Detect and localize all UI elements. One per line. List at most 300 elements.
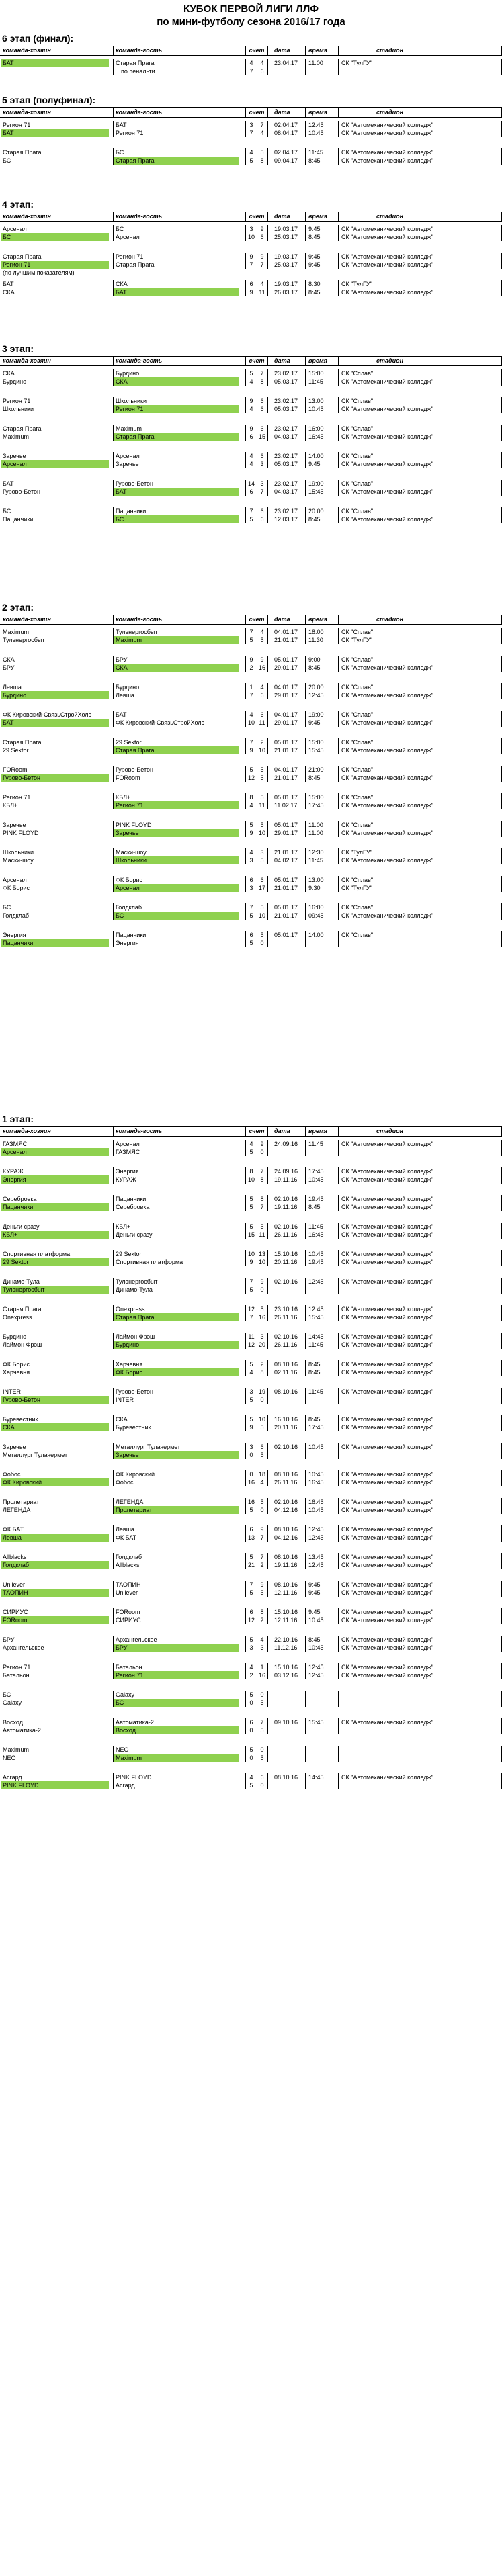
table-row	[0, 1726, 502, 1734]
home-team: БС	[3, 508, 11, 515]
header-divider	[113, 356, 114, 365]
home-team: Спортивная платформа	[3, 1251, 71, 1257]
table-row	[0, 1313, 502, 1321]
match-date: 08.10.16	[274, 1471, 298, 1478]
column-divider	[305, 1553, 306, 1569]
column-divider	[245, 1718, 246, 1734]
guest-team: Лаймон Фрэш	[116, 1333, 155, 1340]
match-time: 10:45	[308, 1644, 324, 1651]
home-team: Арсенал	[3, 226, 27, 232]
table-row	[0, 452, 502, 460]
table-row	[0, 1608, 502, 1616]
table-row	[0, 848, 502, 856]
score-home: 8	[249, 794, 253, 801]
match-time: 19:45	[308, 1259, 324, 1265]
header-divider	[267, 212, 268, 221]
score-guest: 5	[260, 1223, 264, 1230]
match-date: 12.11.16	[274, 1589, 298, 1596]
score-guest: 5	[260, 637, 264, 643]
match-date: 03.12.16	[274, 1672, 298, 1679]
home-team: Бурдино	[3, 1333, 27, 1340]
column-divider	[267, 876, 268, 892]
table-row	[0, 67, 502, 75]
column-divider	[113, 397, 114, 413]
match-venue: СК "Автомеханический колледж"	[341, 122, 433, 128]
header-home: команда-хозяин	[3, 47, 51, 54]
score-guest: 5	[260, 904, 264, 911]
column-divider	[113, 1663, 114, 1679]
score-home: 1	[249, 684, 253, 691]
column-divider	[245, 1773, 246, 1789]
match-date: 08.10.16	[274, 1526, 298, 1533]
match-venue: СК "Автомеханический колледж"	[341, 1499, 433, 1505]
column-divider	[338, 1636, 339, 1652]
score-guest: 7	[260, 370, 264, 377]
match-time: 8:45	[308, 1204, 321, 1210]
score-guest: 4	[260, 1636, 264, 1643]
header-home: команда-хозяин	[3, 109, 51, 116]
table-row	[0, 939, 502, 947]
table-row	[0, 1333, 502, 1341]
column-divider	[338, 1305, 339, 1321]
match-date: 05.01.17	[274, 821, 298, 828]
match-time: 9:45	[308, 461, 321, 468]
match-date: 05.01.17	[274, 904, 298, 911]
match-venue: СК "Автомеханический колледж"	[341, 1444, 433, 1450]
match-time: 10:45	[308, 1251, 324, 1257]
match-time: 8:45	[308, 1636, 321, 1643]
column-divider	[113, 1250, 114, 1266]
guest-team: ЛЕГЕНДА	[116, 1499, 144, 1505]
home-team: БС	[1, 233, 109, 241]
header-guest: команда-гость	[116, 357, 163, 364]
score-guest: 9	[260, 656, 264, 663]
table-row	[0, 664, 502, 672]
match-venue: СК "Автомеханический колледж"	[341, 378, 433, 385]
match-venue: СК "ТулГУ"	[341, 885, 372, 891]
home-team: Автоматика-2	[3, 1727, 41, 1734]
match-time: 13:45	[308, 1554, 324, 1560]
home-team: Пацанчики	[1, 1203, 109, 1211]
guest-team: СКА	[116, 1416, 128, 1423]
column-divider	[305, 397, 306, 413]
match-venue: СК "Автомеханический колледж"	[341, 1664, 433, 1671]
table-row	[0, 369, 502, 377]
score-home: 6	[249, 877, 253, 883]
table-row	[0, 801, 502, 809]
match-time: 20:00	[308, 684, 324, 691]
score-home: 12	[247, 1341, 255, 1348]
column-divider	[113, 1140, 114, 1156]
match-date: 15.10.16	[274, 1609, 298, 1615]
match-date: 23.02.17	[274, 508, 298, 515]
table-row	[0, 1671, 502, 1679]
score-home: 5	[249, 1204, 253, 1210]
home-team: БС	[3, 904, 11, 911]
match-venue: СК "Автомеханический колледж"	[341, 1231, 433, 1238]
score-guest: 6	[260, 508, 264, 515]
score-guest: 6	[260, 406, 264, 412]
stage-title: 1 этап:	[2, 1114, 34, 1124]
guest-team: Гурово-Бетон	[116, 480, 153, 487]
score-home: 4	[249, 149, 253, 156]
score-guest: 6	[260, 1774, 264, 1781]
guest-team: Левша	[116, 1526, 134, 1533]
column-divider	[305, 1443, 306, 1459]
header-divider	[113, 107, 114, 117]
match-venue: СК "Сплав"	[341, 453, 374, 459]
score-guest: 0	[260, 1286, 264, 1293]
home-team: Регион 71	[3, 398, 31, 404]
column-divider	[267, 738, 268, 754]
column-divider	[305, 1195, 306, 1211]
column-divider	[338, 683, 339, 699]
match-venue: СК "Автомеханический колледж"	[341, 1424, 433, 1431]
match-venue: СК "Автомеханический колледж"	[341, 1562, 433, 1568]
match-date: 26.03.17	[274, 289, 298, 296]
score-guest: 15	[258, 433, 265, 440]
column-divider	[338, 59, 339, 75]
header-venue: стадион	[376, 213, 404, 220]
match-venue: СК "Автомеханический колледж"	[341, 253, 433, 260]
guest-team: INTER	[116, 1396, 134, 1403]
guest-team: NEO	[116, 1746, 129, 1753]
score-guest: 5	[260, 1589, 264, 1596]
column-divider	[245, 280, 246, 296]
home-team: Заречье	[3, 453, 26, 459]
match-time: 19:00	[308, 711, 324, 718]
column-divider	[267, 793, 268, 809]
match-date: 12.03.17	[274, 516, 298, 523]
home-team: Деньги сразу	[3, 1223, 40, 1230]
match-venue: СК "Автомеханический колледж"	[341, 1636, 433, 1643]
score-home: 7	[249, 629, 253, 635]
home-team: БС	[3, 157, 11, 164]
home-team: БРУ	[3, 664, 15, 671]
guest-team: Allblacks	[116, 1562, 140, 1568]
header-divider	[245, 356, 246, 365]
home-team: Металлург Тулачермет	[3, 1452, 68, 1458]
header-divider	[305, 1126, 306, 1136]
table-row	[0, 821, 502, 829]
score-home: 7	[249, 261, 253, 268]
column-divider	[113, 280, 114, 296]
table-row	[0, 711, 502, 719]
score-guest: 10	[258, 830, 265, 836]
match-venue: СК "Автомеханический колледж"	[341, 1306, 433, 1313]
column-divider	[245, 711, 246, 727]
match-time: 8:45	[308, 289, 321, 296]
match-time: 12:45	[308, 1672, 324, 1679]
match-date: 08.10.16	[274, 1361, 298, 1368]
column-divider	[113, 1195, 114, 1211]
home-team: Maximum	[3, 1746, 30, 1753]
header-divider	[338, 107, 339, 117]
score-home: 3	[249, 885, 253, 891]
guest-team: БС	[114, 912, 239, 920]
match-date: 23.02.17	[274, 480, 298, 487]
column-divider	[267, 711, 268, 727]
column-divider	[113, 1608, 114, 1624]
home-team: ЛЕГЕНДА	[3, 1507, 31, 1513]
score-guest: 0	[260, 1691, 264, 1698]
match-time: 17:45	[308, 1168, 324, 1175]
score-home: 5	[249, 1149, 253, 1155]
match-date: 24.09.16	[274, 1168, 298, 1175]
match-time: 17:45	[308, 1424, 324, 1431]
score-home: 3	[249, 1388, 253, 1395]
home-team: Арсенал	[1, 460, 109, 468]
match-venue: СК "Сплав"	[341, 656, 374, 663]
match-time: 16:00	[308, 425, 324, 432]
column-divider	[305, 821, 306, 837]
score-guest: 9	[260, 253, 264, 260]
match-time: 8:45	[308, 664, 321, 671]
column-divider	[267, 1167, 268, 1184]
home-team: Школьники	[3, 406, 34, 412]
match-date: 02.10.16	[274, 1444, 298, 1450]
column-divider	[267, 1636, 268, 1652]
table-row	[0, 1423, 502, 1431]
header-divider	[245, 1126, 246, 1136]
header-score: счет	[249, 1128, 265, 1135]
guest-team: Асгард	[116, 1782, 135, 1789]
column-divider	[305, 683, 306, 699]
guest-team: ГАЗМЯС	[116, 1149, 140, 1155]
match-date: 02.10.16	[274, 1278, 298, 1285]
column-divider	[338, 1278, 339, 1294]
match-date: 29.01.17	[274, 830, 298, 836]
score-home: 6	[249, 1609, 253, 1615]
guest-team: Пацанчики	[116, 1196, 147, 1202]
score-guest: 7	[260, 1534, 264, 1541]
match-time: 11:45	[308, 1223, 323, 1230]
match-time: 20:00	[308, 508, 324, 515]
match-venue: СК "Автомеханический колледж"	[341, 1388, 433, 1395]
column-divider	[113, 1360, 114, 1376]
match-time: 12:30	[308, 849, 324, 856]
column-divider	[305, 1663, 306, 1679]
score-guest: 10	[258, 747, 265, 754]
match-date: 04.01.17	[274, 711, 298, 718]
match-venue: СК "Автомеханический колледж"	[341, 774, 433, 781]
column-divider	[267, 480, 268, 496]
score-home: 9	[249, 253, 253, 260]
column-divider	[113, 425, 114, 441]
column-divider	[245, 225, 246, 241]
column-divider	[305, 711, 306, 727]
match-time: 21:00	[308, 766, 324, 773]
column-divider	[267, 1388, 268, 1404]
table-row	[0, 1451, 502, 1459]
match-date: 04.02.17	[274, 857, 298, 864]
column-divider	[245, 59, 246, 75]
table-row	[0, 1341, 502, 1349]
match-venue: СК "Автомеханический колледж"	[341, 1526, 433, 1533]
column-divider	[267, 1746, 268, 1762]
match-time: 9:00	[308, 656, 321, 663]
home-team: ТАОПИН	[1, 1589, 109, 1597]
column-divider	[338, 148, 339, 165]
score-home: 5	[249, 1286, 253, 1293]
column-divider	[245, 1140, 246, 1156]
match-venue: СК "Автомеханический колледж"	[341, 802, 433, 809]
match-date: 24.09.16	[274, 1141, 298, 1147]
home-team: ФК Борис	[3, 1361, 30, 1368]
column-divider	[305, 225, 306, 241]
match-venue: СК "Сплав"	[341, 932, 374, 938]
score-guest: 4	[260, 130, 264, 136]
table-row	[0, 148, 502, 157]
home-team: Allblacks	[3, 1554, 27, 1560]
table-row	[0, 1231, 502, 1239]
column-divider	[267, 1470, 268, 1486]
column-divider	[113, 876, 114, 892]
home-team: БАТ	[1, 59, 109, 67]
match-date: 04.01.17	[274, 684, 298, 691]
home-team: КБЛ+	[1, 1231, 109, 1239]
match-time: 18:00	[308, 629, 324, 635]
score-guest: 9	[260, 1526, 264, 1533]
header-divider	[305, 107, 306, 117]
column-divider	[338, 1553, 339, 1569]
home-team: БС	[3, 1691, 11, 1698]
match-date: 19.03.17	[274, 226, 298, 232]
score-home: 4	[249, 711, 253, 718]
score-home: 4	[249, 378, 253, 385]
column-divider	[245, 683, 246, 699]
column-divider	[338, 931, 339, 947]
column-divider	[245, 738, 246, 754]
home-team: КУРАЖ	[3, 1168, 24, 1175]
match-date: 08.10.16	[274, 1774, 298, 1781]
column-divider	[338, 1333, 339, 1349]
column-divider	[305, 1691, 306, 1707]
match-date: 04.01.17	[274, 629, 298, 635]
home-team: СКА	[3, 289, 15, 296]
home-team: БАТ	[3, 281, 14, 287]
column-divider	[113, 507, 114, 523]
match-time: 9:30	[308, 885, 321, 891]
table-header	[0, 615, 502, 625]
score-home: 5	[249, 370, 253, 377]
match-venue: СК "Автомеханический колледж"	[341, 261, 433, 268]
match-time: 12:45	[308, 1664, 324, 1671]
column-divider	[113, 452, 114, 468]
guest-team: Архангельское	[116, 1636, 157, 1643]
home-team: Unilever	[3, 1581, 26, 1588]
header-divider	[338, 356, 339, 365]
home-team: Лаймон Фрэш	[3, 1341, 42, 1348]
column-divider	[267, 1525, 268, 1542]
match-time: 11:45	[308, 1341, 323, 1348]
table-row	[0, 719, 502, 727]
column-divider	[245, 628, 246, 644]
column-divider	[267, 397, 268, 413]
column-divider	[245, 1305, 246, 1321]
match-time: 13:00	[308, 877, 324, 883]
guest-team: Unilever	[116, 1589, 138, 1596]
guest-team: СКА	[114, 664, 239, 672]
column-divider	[305, 1470, 306, 1486]
table-row	[0, 1250, 502, 1258]
match-date: 04.12.16	[274, 1507, 298, 1513]
header-home: команда-хозяин	[3, 616, 51, 623]
score-guest: 16	[258, 1314, 265, 1321]
score-home: 5	[249, 1746, 253, 1753]
match-time: 11:45	[308, 857, 323, 864]
score-guest: 8	[260, 157, 264, 164]
match-venue: СК "Автомеханический колледж"	[341, 516, 433, 523]
match-time: 12:45	[308, 122, 324, 128]
score-home: 6	[249, 433, 253, 440]
match-date: 19.11.16	[274, 1204, 298, 1210]
match-date: 26.11.16	[274, 1341, 298, 1348]
table-row	[0, 793, 502, 801]
score-home: 7	[249, 130, 253, 136]
match-time: 15:45	[308, 1314, 324, 1321]
guest-team: Пацанчики	[116, 932, 147, 938]
match-time: 9:45	[308, 261, 321, 268]
header-venue: стадион	[376, 357, 404, 364]
column-divider	[267, 1581, 268, 1597]
score-guest: 5	[260, 857, 264, 864]
column-divider	[267, 1773, 268, 1789]
table-row	[0, 1498, 502, 1506]
score-home: 21	[247, 1562, 255, 1568]
guest-team: КБЛ+	[116, 794, 131, 801]
score-guest: 8	[260, 1176, 264, 1183]
guest-team: Maximum	[116, 425, 142, 432]
guest-team: БС	[114, 1699, 239, 1707]
table-row	[0, 1478, 502, 1486]
table-row	[0, 1636, 502, 1644]
match-venue: СК "Автомеханический колледж"	[341, 1507, 433, 1513]
column-divider	[245, 793, 246, 809]
table-row	[0, 766, 502, 774]
guest-team: Старая Прага	[114, 157, 239, 165]
home-team: КБЛ+	[3, 802, 18, 809]
header-venue: стадион	[376, 1128, 404, 1135]
column-divider	[267, 1250, 268, 1266]
column-divider	[338, 1608, 339, 1624]
home-team: Старая Прага	[3, 149, 42, 156]
score-home: 6	[249, 932, 253, 938]
match-date: 09.10.16	[274, 1719, 298, 1726]
table-row	[0, 253, 502, 261]
table-row	[0, 1195, 502, 1203]
score-home: 3	[249, 1444, 253, 1450]
match-date: 08.04.17	[274, 130, 298, 136]
column-divider	[113, 1525, 114, 1542]
header-guest: команда-гость	[116, 1128, 163, 1135]
match-venue: СК "Автомеханический колледж"	[341, 747, 433, 754]
match-venue: СК "Автомеханический колледж"	[341, 1672, 433, 1679]
column-divider	[113, 225, 114, 241]
table-row	[0, 1506, 502, 1514]
score-guest: 10	[258, 1416, 265, 1423]
match-venue: СК "Сплав"	[341, 739, 374, 746]
guest-team: Maximum	[114, 636, 239, 644]
score-guest: 0	[260, 940, 264, 946]
guest-team: Регион 71	[114, 1671, 239, 1679]
score-guest: 5	[260, 794, 264, 801]
header-time: время	[308, 109, 327, 116]
match-date: 21.01.17	[274, 747, 298, 754]
column-divider	[113, 711, 114, 727]
score-home: 9	[249, 656, 253, 663]
column-divider	[245, 121, 246, 137]
